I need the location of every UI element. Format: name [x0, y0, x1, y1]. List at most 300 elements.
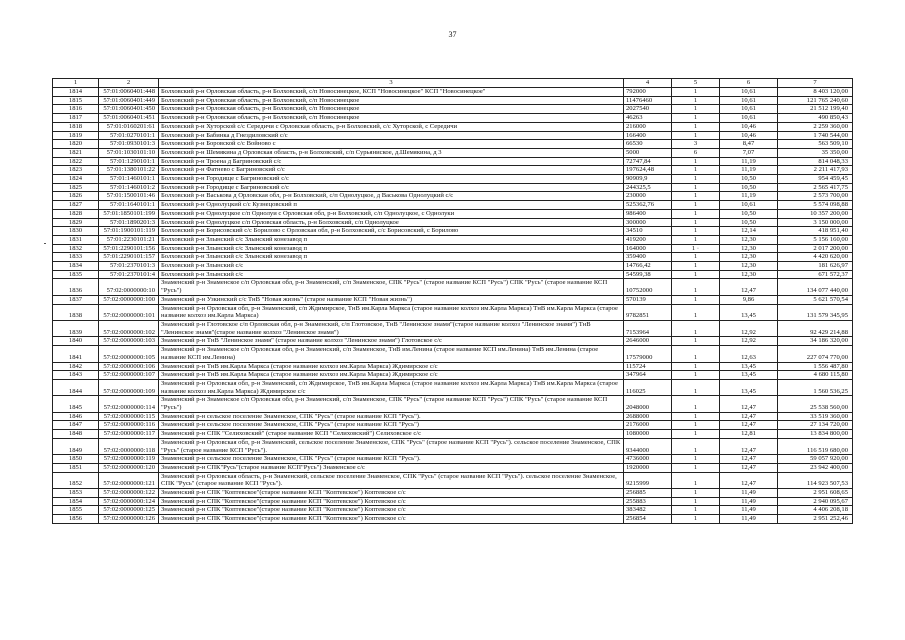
- cadastral-value-table: [52, 78, 853, 524]
- cadastral-value-cell: 3 150 000,00: [778, 218, 853, 227]
- area-cell: 2048000: [624, 396, 672, 412]
- row-number-cell: 1825: [53, 183, 99, 192]
- header-row: [53, 79, 853, 88]
- table-row: [53, 209, 853, 218]
- area-cell: 197624,48: [624, 166, 672, 175]
- address-description-cell: Болховский р-н Шемякина д Орловская область, р-н Болховский, с/п Сурьяниское, д.Шемякина, д 3: [159, 148, 624, 157]
- area-cell: 34510: [624, 227, 672, 236]
- table-row: [53, 262, 853, 271]
- address-description-cell: Знаменский р-н Знаменское с/п Орловская обл, р-н Знаменский, с/п Знаменское, ТнВ им.Ленина (старое название КСП им.Ленина) ТнВ им.Ленина (старое название КСП им.Ленина): [159, 346, 624, 362]
- specific-value-cell: 9,86: [720, 295, 778, 304]
- row-number-cell: 1814: [53, 88, 99, 97]
- specific-value-cell: 12,30: [720, 262, 778, 271]
- specific-value-cell: 10,61: [720, 114, 778, 123]
- row-number-cell: 1834: [53, 262, 99, 271]
- group-cell: 1: [672, 346, 720, 362]
- specific-value-cell: 7,07: [720, 148, 778, 157]
- cadastral-number-cell: 57:01:2370101:3: [99, 262, 159, 271]
- specific-value-cell: 10,50: [720, 218, 778, 227]
- area-cell: 54599,38: [624, 270, 672, 279]
- address-description-cell: Знаменский р-н Орловская обл, р-н Знаменский, с/п Ждимирское, ТнВ им.Карла Маркса (старое название колхоз им.Карла Маркса) ТнВ им.Карла Маркса (старое название колхоз им.Карла Маркса): [159, 304, 624, 320]
- area-cell: 383482: [624, 506, 672, 515]
- cadastral-value-cell: 21 512 199,40: [778, 105, 853, 114]
- specific-value-cell: 11,19: [720, 157, 778, 166]
- cadastral-number-cell: 57:01:1030101:10: [99, 148, 159, 157]
- cadastral-number-cell: 57:01:1290101:1: [99, 157, 159, 166]
- cadastral-value-cell: 35 350,00: [778, 148, 853, 157]
- cadastral-number-cell: 57:01:1640101:1: [99, 201, 159, 210]
- area-cell: 46263: [624, 114, 672, 123]
- cadastral-number-cell: 57:01:1380101:22: [99, 166, 159, 175]
- group-cell: 1: [672, 105, 720, 114]
- table-row: [53, 227, 853, 236]
- cadastral-number-cell: 57:02:0000000:119: [99, 455, 159, 464]
- cadastral-number-cell: 57:01:2370101:4: [99, 270, 159, 279]
- table-row: [53, 412, 853, 421]
- cadastral-number-cell: 57:01:0160201:61: [99, 122, 159, 131]
- address-description-cell: Болховский р-н Орловская область, р-н Болховский, с/п Новосинецкое, КСП "Новосинецкое" КСП "Новосинецкое": [159, 88, 624, 97]
- specific-value-cell: 10,61: [720, 88, 778, 97]
- specific-value-cell: 12,47: [720, 472, 778, 488]
- table-row: [53, 253, 853, 262]
- cadastral-value-cell: 5 574 098,88: [778, 201, 853, 210]
- cadastral-value-cell: 2 211 417,93: [778, 166, 853, 175]
- table-row: [53, 105, 853, 114]
- cadastral-value-cell: 33 519 360,00: [778, 412, 853, 421]
- address-description-cell: Болховский р-н Бабинка д Гнездиловский с/с: [159, 131, 624, 140]
- group-cell: 1: [672, 131, 720, 140]
- address-description-cell: Болховский р-н Злынский с/с Злынский конезавод п: [159, 253, 624, 262]
- address-description-cell: Знаменский р-н Знаменское с/п Орловская обл, р-н Знаменский, с/п Знаменское, СПК "Русь" (старое название КСП "Русь") СПК "Русь" (старое название КСП "Русь"): [159, 396, 624, 412]
- cadastral-value-cell: 116 519 680,00: [778, 438, 853, 454]
- cadastral-number-cell: 57:01:1850101:199: [99, 209, 159, 218]
- table-row: [53, 497, 853, 506]
- group-cell: 1: [672, 362, 720, 371]
- address-description-cell: Болховский р-н Однолуцкое с/п Орловская область, р-н Болховский, с/п Однолуцкое: [159, 218, 624, 227]
- address-description-cell: Болховский р-н Боровской с/с Войново с: [159, 140, 624, 149]
- table-row: [53, 304, 853, 320]
- area-cell: 986400: [624, 209, 672, 218]
- cadastral-value-cell: 34 186 320,00: [778, 337, 853, 346]
- row-number-cell: 1826: [53, 192, 99, 201]
- specific-value-cell: 11,19: [720, 192, 778, 201]
- group-cell: 3: [672, 140, 720, 149]
- group-cell: 1: [672, 463, 720, 472]
- group-cell: 1: [672, 371, 720, 380]
- cadastral-number-cell: 57:01:0060401:449: [99, 96, 159, 105]
- cadastral-number-cell: 57:02:0000000:101: [99, 304, 159, 320]
- group-cell: 1: [672, 96, 720, 105]
- group-cell: 1: [672, 235, 720, 244]
- group-cell: 1: [672, 337, 720, 346]
- cadastral-value-cell: 25 538 560,00: [778, 396, 853, 412]
- group-cell: 1: [672, 396, 720, 412]
- row-number-cell: 1824: [53, 175, 99, 184]
- cadastral-number-cell: 57:02:0000000:102: [99, 320, 159, 336]
- row-number-cell: 1833: [53, 253, 99, 262]
- specific-value-cell: 13,45: [720, 362, 778, 371]
- address-description-cell: Болховский р-н Троена д Багриновский с/с: [159, 157, 624, 166]
- cadastral-value-cell: 4 420 620,00: [778, 253, 853, 262]
- cadastral-number-cell: 57:01:0270101:1: [99, 131, 159, 140]
- group-cell: 1: [672, 421, 720, 430]
- specific-value-cell: 12,47: [720, 463, 778, 472]
- cadastral-number-cell: 57:01:0060401:448: [99, 88, 159, 97]
- group-cell: 1: [672, 183, 720, 192]
- row-number-cell: 1849: [53, 438, 99, 454]
- group-cell: 1: [672, 209, 720, 218]
- area-cell: 17579000: [624, 346, 672, 362]
- row-number-cell: 1831: [53, 235, 99, 244]
- cadastral-value-cell: 2 565 417,75: [778, 183, 853, 192]
- cadastral-value-cell: 2 940 095,67: [778, 497, 853, 506]
- table-row: [53, 218, 853, 227]
- cadastral-value-cell: 418 951,40: [778, 227, 853, 236]
- specific-value-cell: 10,50: [720, 209, 778, 218]
- address-description-cell: Знаменский р-н СПК"Русь"(старое название КСП"Русь") Знаменское с/с: [159, 463, 624, 472]
- specific-value-cell: 12,30: [720, 235, 778, 244]
- row-number-cell: 1835: [53, 270, 99, 279]
- row-number-cell: 1847: [53, 421, 99, 430]
- address-description-cell: Болховский р-н Злынский с/с Злынский конезавод п: [159, 244, 624, 253]
- cadastral-number-cell: 57:02:0000000:105: [99, 346, 159, 362]
- address-description-cell: Знаменский р-н СПК "Селиховский" (старое название КСП "Селиховский") Селиховское с/с: [159, 430, 624, 439]
- cadastral-value-cell: 10 357 200,00: [778, 209, 853, 218]
- area-cell: 359400: [624, 253, 672, 262]
- row-number-cell: 1851: [53, 463, 99, 472]
- cadastral-value-cell: 2 951 608,65: [778, 489, 853, 498]
- cadastral-number-cell: 57:01:1900101:119: [99, 227, 159, 236]
- cadastral-value-cell: 5 621 570,54: [778, 295, 853, 304]
- address-description-cell: Знаменский р-н СПК "Коптевское"(старое название КСП "Коптевское") Коптевское с/с: [159, 515, 624, 524]
- table-row: [53, 279, 853, 295]
- table-row: [53, 320, 853, 336]
- cadastral-number-cell: 57:02:0000000:124: [99, 497, 159, 506]
- table-row: [53, 463, 853, 472]
- page-number: 37: [448, 30, 457, 39]
- table-row: [53, 166, 853, 175]
- group-cell: 6: [672, 148, 720, 157]
- area-cell: 9782851: [624, 304, 672, 320]
- row-number-cell: 1830: [53, 227, 99, 236]
- table-row: [53, 88, 853, 97]
- specific-value-cell: 10,50: [720, 183, 778, 192]
- cadastral-value-cell: 1 560 536,25: [778, 379, 853, 395]
- cadastral-value-cell: 27 134 720,00: [778, 421, 853, 430]
- specific-value-cell: 10,46: [720, 131, 778, 140]
- cadastral-value-cell: 490 850,43: [778, 114, 853, 123]
- cadastral-value-cell: 134 077 440,00: [778, 279, 853, 295]
- table-row: [53, 421, 853, 430]
- specific-value-cell: 13,45: [720, 304, 778, 320]
- cadastral-value-cell: 23 942 400,00: [778, 463, 853, 472]
- group-cell: 1: [672, 320, 720, 336]
- specific-value-cell: 12,92: [720, 320, 778, 336]
- cadastral-value-cell: 2 573 700,00: [778, 192, 853, 201]
- address-description-cell: Болховский р-н Борисовский с/с Борилово с Орловская обл, р-н Болховский, с/с Борисовский, с Борилово: [159, 227, 624, 236]
- group-cell: 1 ·: [672, 244, 720, 253]
- area-cell: 9344000: [624, 438, 672, 454]
- specific-value-cell: 10,46: [720, 122, 778, 131]
- group-cell: 1: [672, 114, 720, 123]
- row-number-cell: 1823: [53, 166, 99, 175]
- group-cell: 1: [672, 218, 720, 227]
- table-row: [53, 346, 853, 362]
- address-description-cell: Болховский р-н Злынский с/с Злынский конезавод п: [159, 235, 624, 244]
- address-description-cell: Знаменский р-н ТнВ "Ленинское знамя" (старое название колхоз "Ленинское знамя") Глотовское с/с: [159, 337, 624, 346]
- cadastral-number-cell: 57:02:0000000:114: [99, 396, 159, 412]
- area-cell: 255883: [624, 497, 672, 506]
- specific-value-cell: 10,61: [720, 96, 778, 105]
- area-cell: 5000: [624, 148, 672, 157]
- row-number-cell: 1821: [53, 148, 99, 157]
- table-row: [53, 175, 853, 184]
- address-description-cell: Болховский р-н Орловская область, р-н Болховский, с/п Новосинецкое: [159, 105, 624, 114]
- specific-value-cell: 12,30: [720, 270, 778, 279]
- row-number-cell: 1844: [53, 379, 99, 395]
- area-cell: 300000: [624, 218, 672, 227]
- address-description-cell: Знаменский р-н Узкинский с/с ТнВ "Новая жизнь" (старое название КСП "Новая жизнь"): [159, 295, 624, 304]
- group-cell: 1: [672, 506, 720, 515]
- specific-value-cell: 12,30: [720, 244, 778, 253]
- specific-value-cell: 12,30: [720, 253, 778, 262]
- group-cell: 1: [672, 88, 720, 97]
- cadastral-number-cell: 57:01:1890201:3: [99, 218, 159, 227]
- cadastral-number-cell: 57:01:1460101:1: [99, 175, 159, 184]
- table-row: [53, 114, 853, 123]
- area-cell: 525362,76: [624, 201, 672, 210]
- group-cell: 1: [672, 166, 720, 175]
- table-row: [53, 192, 853, 201]
- group-cell: 1: [672, 253, 720, 262]
- group-cell: 1: [672, 489, 720, 498]
- table-row: [53, 506, 853, 515]
- cadastral-number-cell: 57:02:0000000:100: [99, 295, 159, 304]
- specific-value-cell: 11,19: [720, 166, 778, 175]
- row-number-cell: 1815: [53, 96, 99, 105]
- address-description-cell: Знаменский р-н ТнВ им.Карла Маркса (старое название колхоз им.Карла Маркса) Ждимирское с/с: [159, 371, 624, 380]
- group-cell: 1: [672, 438, 720, 454]
- row-number-cell: 1841: [53, 346, 99, 362]
- group-cell: 1: [672, 227, 720, 236]
- address-description-cell: Болховский р-н Злынский с/с: [159, 270, 624, 279]
- cadastral-value-cell: 4 680 115,80: [778, 371, 853, 380]
- specific-value-cell: 12,92: [720, 337, 778, 346]
- specific-value-cell: 11,49: [720, 515, 778, 524]
- area-cell: 116025: [624, 379, 672, 395]
- table-row: [53, 183, 853, 192]
- address-description-cell: Знаменский р-н Глотовское с/п Орловская обл, р-н Знаменский, с/п Глотовское, ТнВ "Ленинское знамя"(старое название колхоз "Ленинское знамя") ТнВ "Ленинское знамя"(старое название колхоз "Ленинское знамя"): [159, 320, 624, 336]
- cadastral-value-cell: 13 834 800,00: [778, 430, 853, 439]
- table-row: [53, 362, 853, 371]
- scan-speck: [44, 243, 46, 244]
- row-number-cell: 1832: [53, 244, 99, 253]
- row-number-cell: 1843: [53, 371, 99, 380]
- specific-value-cell: 12,47: [720, 421, 778, 430]
- table-row: [53, 430, 853, 439]
- cadastral-number-cell: 57:02:0000000:103: [99, 337, 159, 346]
- address-description-cell: Знаменский р-н сельское поселение Знаменское, СПК "Русь" (старое название КСП "Русь").: [159, 412, 624, 421]
- cadastral-number-cell: 57:02:0000000:122: [99, 489, 159, 498]
- address-description-cell: Болховский р-н Однолуцкое с/п Однолуи с Орловская обл, р-н Болховский, с/п Однолуцкое, с Однолуки: [159, 209, 624, 218]
- table-row: [53, 472, 853, 488]
- area-cell: 66530: [624, 140, 672, 149]
- cadastral-number-cell: 57:02:0000000:126: [99, 515, 159, 524]
- cadastral-number-cell: 57:02:0000000:107: [99, 371, 159, 380]
- area-cell: 10752000: [624, 279, 672, 295]
- row-number-cell: 1846: [53, 412, 99, 421]
- cadastral-number-cell: 57:01:2230101:21: [99, 235, 159, 244]
- cadastral-value-cell: 1 556 487,80: [778, 362, 853, 371]
- group-cell: 1: [672, 304, 720, 320]
- cadastral-value-cell: 8 403 120,00: [778, 88, 853, 97]
- table-body: [53, 88, 853, 524]
- column-header-7: 7: [778, 79, 853, 88]
- area-cell: 570139: [624, 295, 672, 304]
- cadastral-value-cell: 814 048,33: [778, 157, 853, 166]
- area-cell: 792000: [624, 88, 672, 97]
- address-description-cell: Знаменский р-н СПК "Коптевское"(старое название КСП "Коптевское") Коптевское с/с: [159, 497, 624, 506]
- area-cell: 11476460: [624, 96, 672, 105]
- row-number-cell: 1845: [53, 396, 99, 412]
- cadastral-number-cell: 57:02:0000000:118: [99, 438, 159, 454]
- specific-value-cell: 11,49: [720, 506, 778, 515]
- address-description-cell: Болховский р-н Городище с Багриновский с/с: [159, 183, 624, 192]
- specific-value-cell: 10,50: [720, 175, 778, 184]
- address-description-cell: Знаменский р-н Знаменское с/п Орловская обл, р-н Знаменский, с/п Знаменское, СПК "Русь" (старое название КСП "Русь") СПК "Русь" (старое название КСП "Русь"): [159, 279, 624, 295]
- group-cell: 1: [672, 157, 720, 166]
- area-cell: 2176000: [624, 421, 672, 430]
- row-number-cell: 1850: [53, 455, 99, 464]
- cadastral-number-cell: 57:01:1500101:46: [99, 192, 159, 201]
- cadastral-number-cell: 57:02:0000000:10: [99, 279, 159, 295]
- cadastral-value-cell: 121 765 240,60: [778, 96, 853, 105]
- group-cell: 1: [672, 412, 720, 421]
- area-cell: 347964: [624, 371, 672, 380]
- row-number-cell: 1818: [53, 122, 99, 131]
- table-row: [53, 157, 853, 166]
- address-description-cell: Знаменский р-н сельское поселение Знаменское, СПК "Русь" (старое название КСП "Русь").: [159, 455, 624, 464]
- address-description-cell: Знаменский р-н ТнВ им.Карла Маркса (старое название колхоз им.Карла Маркса) Ждимирское с/с: [159, 362, 624, 371]
- area-cell: 2027540: [624, 105, 672, 114]
- row-number-cell: 1817: [53, 114, 99, 123]
- cadastral-value-cell: 2 017 200,00: [778, 244, 853, 253]
- row-number-cell: 1840: [53, 337, 99, 346]
- cadastral-value-cell: 1 740 544,00: [778, 131, 853, 140]
- table-row: [53, 148, 853, 157]
- cadastral-value-cell: 114 923 507,53: [778, 472, 853, 488]
- table-row: [53, 140, 853, 149]
- column-header-1: 1: [53, 79, 99, 88]
- area-cell: 2646000: [624, 337, 672, 346]
- row-number-cell: 1819: [53, 131, 99, 140]
- cadastral-number-cell: 57:01:2290101:156: [99, 244, 159, 253]
- table-row: [53, 455, 853, 464]
- table-row: [53, 244, 853, 253]
- cadastral-number-cell: 57:02:0000000:116: [99, 421, 159, 430]
- row-number-cell: 1842: [53, 362, 99, 371]
- row-number-cell: 1854: [53, 497, 99, 506]
- group-cell: 1: [672, 270, 720, 279]
- area-cell: 230000: [624, 192, 672, 201]
- column-header-5: 5: [672, 79, 720, 88]
- address-description-cell: Знаменский р-н Орловская область, р-н Знаменский, сельское поселение Знаменское, СПК "Русь" (старое название КСП "Русь"). сельское поселение Знаменское, СПК "Русь" (старое название КСП "Русь").: [159, 472, 624, 488]
- group-cell: 1: [672, 472, 720, 488]
- address-description-cell: Болховский р-н Орловская область, р-н Болховский, с/п Новосинецкое: [159, 114, 624, 123]
- row-number-cell: 1848: [53, 430, 99, 439]
- area-cell: 90909,9: [624, 175, 672, 184]
- cadastral-number-cell: 57:01:0060401:451: [99, 114, 159, 123]
- table-row: [53, 489, 853, 498]
- address-description-cell: Знаменский р-н Орловская обл, р-н Знаменский, с/п Ждимирское, ТнВ им.Карла Маркса (старое название колхоз им.Карла Маркса) ТнВ им.Карла Маркса (старое название колхоз им.Карла Маркса) Ждимирское с/с: [159, 379, 624, 395]
- area-cell: 244325,5: [624, 183, 672, 192]
- cadastral-number-cell: 57:02:0000000:121: [99, 472, 159, 488]
- group-cell: 1: [672, 201, 720, 210]
- row-number-cell: 1816: [53, 105, 99, 114]
- row-number-cell: 1828: [53, 209, 99, 218]
- address-description-cell: Знаменский р-н сельское поселение Знаменское, СПК "Русь" (старое название КСП "Русь"): [159, 421, 624, 430]
- area-cell: 164000: [624, 244, 672, 253]
- address-description-cell: Болховский р-н Злынский с/с: [159, 262, 624, 271]
- specific-value-cell: 12,47: [720, 455, 778, 464]
- specific-value-cell: 12,47: [720, 438, 778, 454]
- specific-value-cell: 12,47: [720, 396, 778, 412]
- row-number-cell: 1820: [53, 140, 99, 149]
- area-cell: 256854: [624, 515, 672, 524]
- cadastral-number-cell: 57:02:0000000:115: [99, 412, 159, 421]
- table-row: [53, 515, 853, 524]
- address-description-cell: Знаменский р-н СПК "Коптевское"(старое название КСП "Коптевское") Коптевское с/с: [159, 506, 624, 515]
- cadastral-number-cell: 57:02:0000000:109: [99, 379, 159, 395]
- group-cell: 1: [672, 175, 720, 184]
- area-cell: 256885: [624, 489, 672, 498]
- specific-value-cell: 8,47: [720, 140, 778, 149]
- row-number-cell: 1852: [53, 472, 99, 488]
- address-description-cell: Болховский р-н Однолуцкий с/с Кузнецовский п: [159, 201, 624, 210]
- column-header-4: 4: [624, 79, 672, 88]
- area-cell: 9215999: [624, 472, 672, 488]
- cadastral-value-cell: 563 509,10: [778, 140, 853, 149]
- cadastral-number-cell: 57:01:1460101:2: [99, 183, 159, 192]
- row-number-cell: 1855: [53, 506, 99, 515]
- group-cell: 1: [672, 497, 720, 506]
- row-number-cell: 1836: [53, 279, 99, 295]
- row-number-cell: 1827: [53, 201, 99, 210]
- group-cell: 1: [672, 515, 720, 524]
- group-cell: 1: [672, 262, 720, 271]
- column-header-3: 3: [159, 79, 624, 88]
- area-cell: 2688000: [624, 412, 672, 421]
- area-cell: 14766,42: [624, 262, 672, 271]
- address-description-cell: Болховский р-н Орловская область, р-н Болховский, с/п Новосинецкое: [159, 96, 624, 105]
- table-row: [53, 438, 853, 454]
- table-row: [53, 235, 853, 244]
- area-cell: 4736000: [624, 455, 672, 464]
- address-description-cell: Болховский р-н Фатнево с Багриновский с/с: [159, 166, 624, 175]
- group-cell: 1: [672, 279, 720, 295]
- row-number-cell: 1822: [53, 157, 99, 166]
- table-row: [53, 131, 853, 140]
- cadastral-value-cell: 59 057 920,00: [778, 455, 853, 464]
- row-number-cell: 1837: [53, 295, 99, 304]
- address-description-cell: Болховский р-н Васькова д Орловская обл, р-н Болховский, с/п Однолуцкое, д Васькова Однолуцкий с/с: [159, 192, 624, 201]
- table-row: [53, 337, 853, 346]
- group-cell: 1: [672, 430, 720, 439]
- group-cell: 1: [672, 455, 720, 464]
- cadastral-number-cell: 57:02:0000000:125: [99, 506, 159, 515]
- row-number-cell: 1839: [53, 320, 99, 336]
- cadastral-number-cell: 57:01:2290101:157: [99, 253, 159, 262]
